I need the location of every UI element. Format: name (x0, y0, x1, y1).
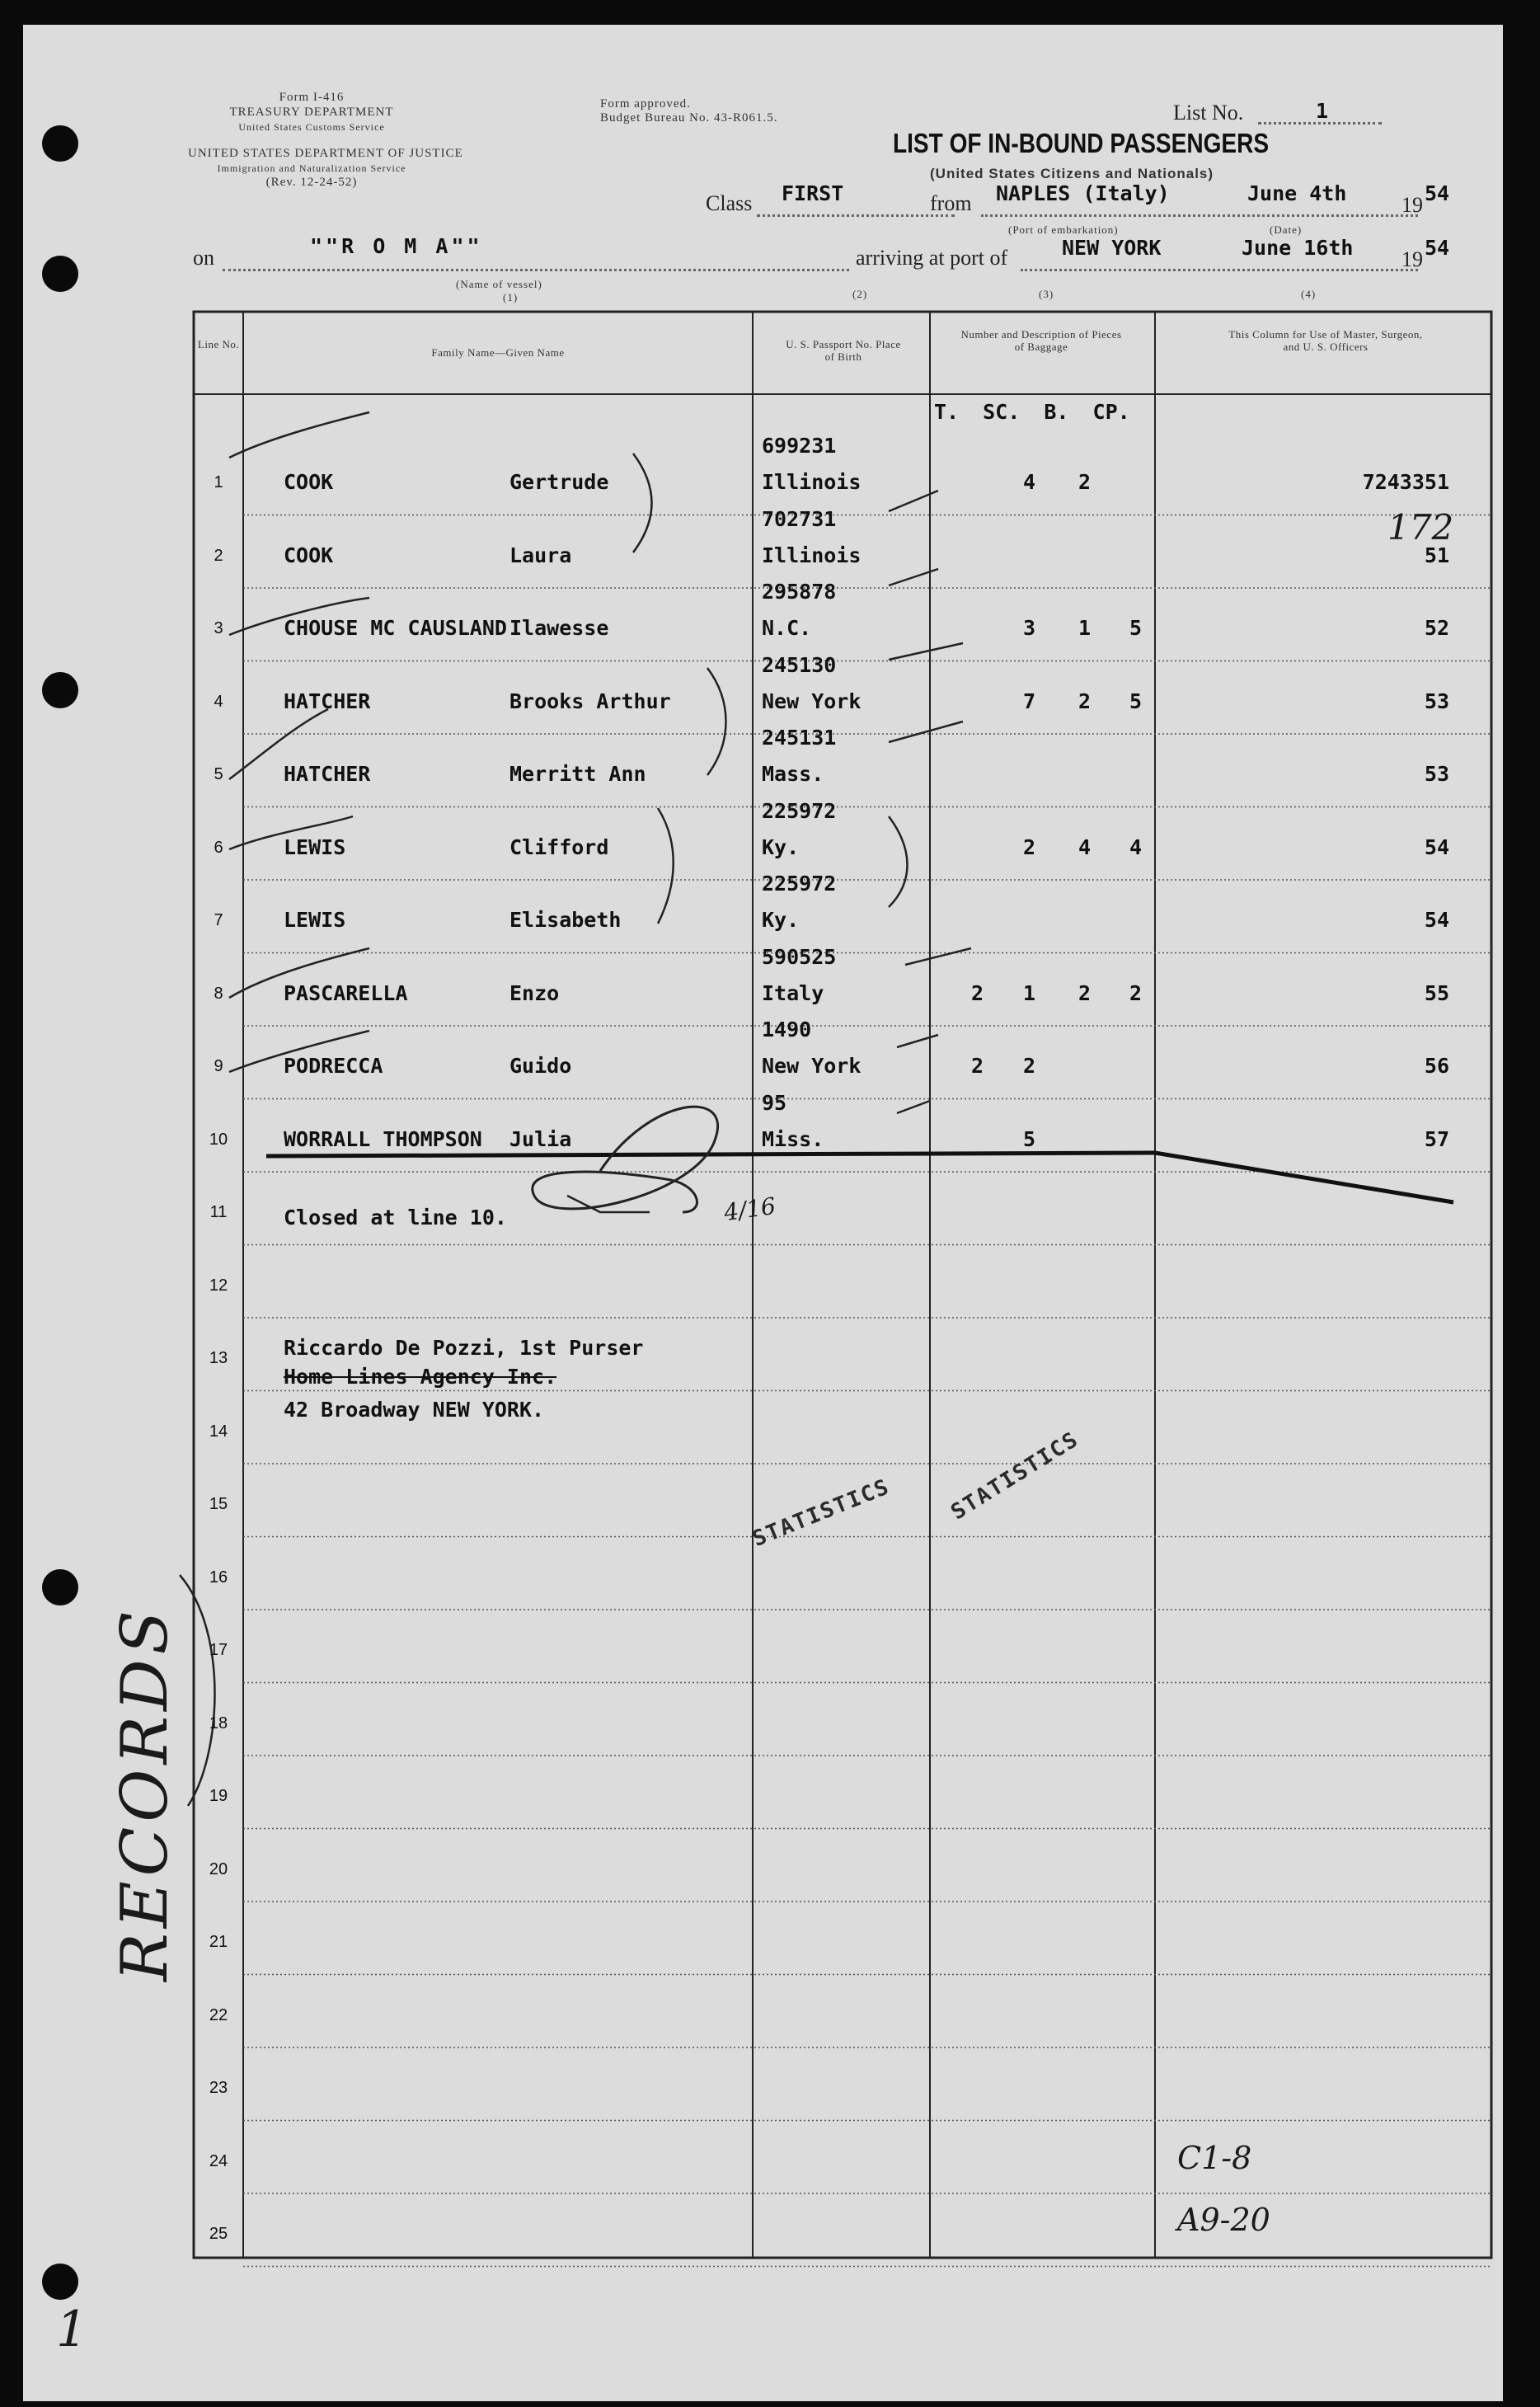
family-name: COOK (284, 543, 334, 567)
officer-number: 54 (1424, 834, 1449, 859)
birth-place: New York (762, 1054, 862, 1078)
given-name: Laura (509, 543, 572, 567)
passport-number: 699231 (762, 434, 837, 458)
statistics-stamp: STATISTICS (946, 1427, 1084, 1526)
line-number: 10 (209, 1130, 228, 1149)
margin-number: 172 (1387, 507, 1454, 548)
passport-number: 95 (762, 1090, 787, 1115)
header-passport: U. S. Passport No. Place of Birth (786, 338, 901, 363)
col-1-label: (1) (503, 291, 519, 303)
baggage-bags: 2 (1078, 980, 1092, 1005)
arriving-label: arriving at port of (856, 246, 1008, 270)
passport-number: 295878 (762, 580, 837, 604)
page-subtitle: (United States Citizens and Nationals) (930, 166, 1214, 181)
baggage-bags: 2 (1078, 470, 1092, 494)
baggage-suitcases: 2 (1023, 834, 1036, 859)
officer-number: 7243351 (1362, 470, 1449, 494)
closed-note: Closed at line 10. (284, 1206, 507, 1229)
line-number: 4 (214, 692, 223, 711)
customs-label: United States Customs Service (238, 121, 385, 133)
line-number: 1 (214, 473, 223, 491)
baggage-suitcases: 3 (1023, 616, 1036, 640)
birth-place: Miss. (762, 1126, 824, 1151)
revision-label: (Rev. 12-24-52) (265, 176, 358, 189)
baggage-trunks: 2 (971, 980, 984, 1005)
baggage-suitcases: 4 (1023, 470, 1036, 494)
port-embark-label: (Port of embarkation) (1008, 223, 1119, 236)
baggage-suitcases: 7 (1023, 689, 1036, 713)
family-name: CHOUSE MC CAUSLAND (284, 616, 507, 640)
officer-number: 52 (1424, 616, 1449, 640)
baggage-bags: 1 (1078, 616, 1092, 640)
given-name: Julia (509, 1126, 572, 1151)
statistics-stamp: STATISTICS (749, 1474, 894, 1552)
header-baggage: Number and Description of Pieces of Baggage (960, 328, 1122, 353)
line-number: 2 (214, 546, 223, 565)
signature-date: 4/16 (722, 1192, 777, 1227)
header-officers: This Column for Use of Master, Surgeon, and U. S. Officers (1228, 328, 1423, 353)
vessel-name: ""R O M A"" (310, 234, 483, 258)
arrival-year-prefix: 19 (1401, 247, 1423, 271)
date-label: (Date) (1270, 223, 1303, 236)
line-number: 14 (209, 1422, 228, 1441)
purser-name: Riccardo De Pozzi, 1st Purser (284, 1336, 644, 1360)
baggage-carry-pieces: 5 (1129, 616, 1143, 640)
from-label: from (930, 191, 972, 215)
departure-year: 54 (1425, 181, 1450, 205)
line-number: 7 (214, 911, 223, 929)
birth-place: Ky. (762, 908, 800, 932)
arrival-port: NEW YORK (1062, 236, 1162, 260)
departure-date: June 4th (1247, 181, 1347, 205)
family-name: LEWIS (284, 834, 346, 859)
on-label: on (193, 246, 214, 270)
officer-number: 54 (1424, 908, 1449, 932)
ins-label: Immigration and Naturalization Service (217, 162, 406, 174)
list-no-value: 1 (1316, 99, 1329, 123)
line-number: 8 (214, 984, 223, 1003)
line-number: 19 (209, 1787, 228, 1805)
class-value: FIRST (782, 181, 844, 205)
baggage-suitcases: 1 (1023, 980, 1036, 1005)
bottom-mark: 1 (56, 2301, 88, 2358)
family-name: COOK (284, 470, 334, 494)
justice-label: UNITED STATES DEPARTMENT OF JUSTICE (188, 147, 463, 160)
agency-address: 42 Broadway NEW YORK. (284, 1398, 545, 1422)
baggage-trunks: 2 (971, 1054, 984, 1078)
officer-number: 57 (1424, 1126, 1449, 1151)
birth-place: N.C. (762, 616, 812, 640)
passport-number: 225972 (762, 798, 837, 823)
family-name: HATCHER (284, 762, 371, 786)
col-2-label: (2) (852, 288, 868, 300)
page-title: LIST OF IN-BOUND PASSENGERS (893, 128, 1270, 158)
arrival-year: 54 (1425, 236, 1450, 260)
passport-number: 702731 (762, 506, 837, 531)
line-number: 16 (209, 1568, 228, 1587)
manifest-sheet (23, 25, 1503, 2401)
given-name: Merritt Ann (509, 762, 646, 786)
line-number: 9 (214, 1057, 223, 1075)
header-baggage-types: T. SC. B. CP. (934, 400, 1130, 424)
passport-number: 225972 (762, 872, 837, 896)
line-number: 17 (209, 1641, 228, 1659)
birth-place: New York (762, 689, 862, 713)
passport-number: 245131 (762, 726, 837, 750)
baggage-carry-pieces: 5 (1129, 689, 1143, 713)
birth-place: Ky. (762, 834, 800, 859)
vessel-label: (Name of vessel) (456, 278, 542, 290)
code-a9: A9-20 (1177, 2202, 1270, 2238)
from-value: NAPLES (Italy) (996, 181, 1170, 205)
line-number: 23 (209, 2079, 228, 2097)
budget-bureau: Budget Bureau No. 43-R061.5. (600, 111, 778, 125)
family-name: WORRALL THOMPSON (284, 1126, 482, 1151)
header-line-no: Line No. (197, 338, 240, 350)
baggage-carry-pieces: 4 (1129, 834, 1143, 859)
line-number: 24 (209, 2151, 228, 2170)
baggage-bags: 4 (1078, 834, 1092, 859)
handwritten-records: RECORDS (108, 1605, 182, 1982)
passport-number: 590525 (762, 944, 837, 969)
passport-number: 1490 (762, 1018, 812, 1041)
officer-number: 53 (1424, 689, 1449, 713)
given-name: Brooks Arthur (509, 689, 671, 713)
col-3-label: (3) (1039, 288, 1054, 300)
line-number: 22 (209, 2005, 228, 2024)
form-number: Form I-416 (279, 91, 345, 104)
departure-year-prefix: 19 (1401, 193, 1423, 217)
birth-place: Italy (762, 980, 824, 1005)
officer-number: 55 (1424, 980, 1449, 1005)
family-name: LEWIS (284, 908, 346, 932)
line-number: 5 (214, 765, 223, 783)
family-name: HATCHER (284, 689, 371, 713)
line-number: 12 (209, 1276, 228, 1295)
officer-number: 56 (1424, 1054, 1449, 1078)
treasury-label: TREASURY DEPARTMENT (229, 106, 394, 119)
given-name: Guido (509, 1054, 572, 1078)
list-no-label: List No. (1173, 101, 1244, 125)
baggage-bags: 2 (1078, 689, 1092, 713)
line-number: 6 (214, 838, 223, 857)
line-number: 13 (209, 1349, 228, 1367)
baggage-carry-pieces: 2 (1129, 980, 1143, 1005)
line-number: 3 (214, 619, 223, 637)
line-number: 25 (209, 2225, 228, 2243)
birth-place: Illinois (762, 543, 862, 567)
birth-place: Illinois (762, 470, 862, 494)
family-name: PASCARELLA (284, 980, 408, 1005)
form-approved: Form approved. (600, 97, 691, 110)
code-c1: C1-8 (1177, 2140, 1252, 2176)
class-label: Class (706, 191, 753, 215)
header-name: Family Name—Given Name (431, 346, 565, 359)
line-number: 18 (209, 1714, 228, 1732)
officer-number: 51 (1424, 543, 1449, 567)
line-number: 20 (209, 1859, 228, 1878)
given-name: Enzo (509, 980, 560, 1005)
line-number: 11 (209, 1203, 228, 1221)
agency-name: Home Lines Agency Inc. (284, 1365, 557, 1389)
given-name: Clifford (509, 834, 609, 859)
baggage-suitcases: 5 (1023, 1126, 1036, 1151)
officer-number: 53 (1424, 762, 1449, 786)
birth-place: Mass. (762, 762, 824, 786)
line-number: 15 (209, 1495, 228, 1513)
given-name: Elisabeth (509, 908, 622, 932)
family-name: PODRECCA (284, 1054, 383, 1078)
baggage-suitcases: 2 (1023, 1054, 1036, 1078)
passport-number: 245130 (762, 652, 837, 677)
line-number: 21 (209, 1933, 228, 1951)
arrival-date: June 16th (1242, 236, 1354, 260)
given-name: Ilawesse (509, 616, 609, 640)
col-4-label: (4) (1301, 288, 1317, 300)
given-name: Gertrude (509, 470, 609, 494)
